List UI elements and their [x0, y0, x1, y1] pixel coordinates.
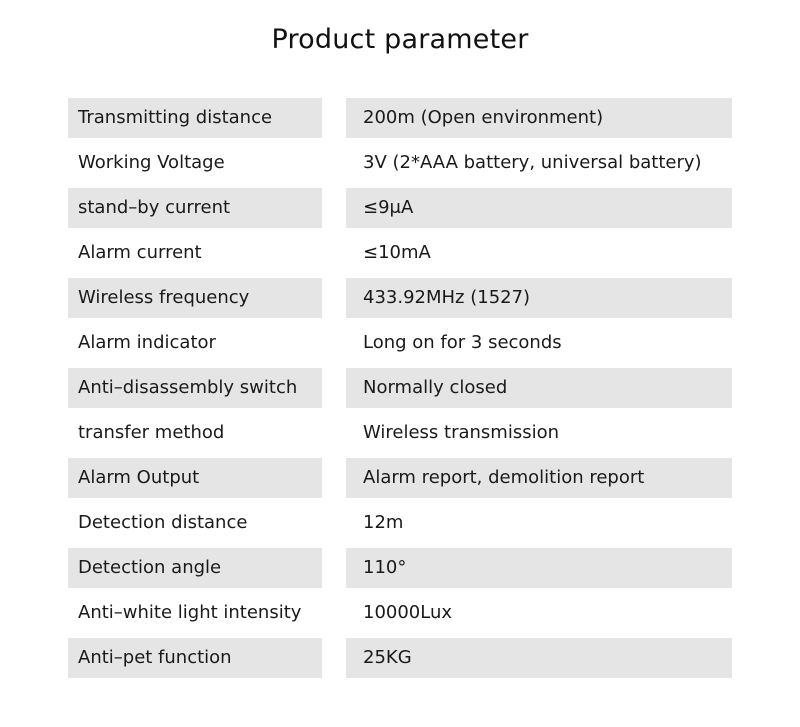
- parameter-label: Anti–white light intensity: [78, 602, 302, 623]
- parameter-value: Long on for 3 seconds: [363, 332, 562, 353]
- table-row: [0, 368, 800, 413]
- parameter-table: [0, 98, 800, 683]
- parameter-value: 433.92MHz (1527): [346, 278, 732, 318]
- parameter-value: Normally closed: [346, 368, 732, 408]
- table-row: [0, 413, 800, 458]
- parameter-label: stand–by current: [68, 188, 322, 228]
- parameter-label: Working Voltage: [78, 152, 225, 173]
- parameter-label: Alarm current: [78, 242, 202, 263]
- parameter-label: Transmitting distance: [68, 98, 322, 138]
- parameter-label: Anti–pet function: [68, 638, 322, 678]
- table-row: [0, 323, 800, 368]
- table-row: [0, 188, 800, 233]
- table-row: [0, 638, 800, 683]
- table-row: [0, 503, 800, 548]
- parameter-value: 3V (2*AAA battery, universal battery): [363, 152, 702, 173]
- parameter-value: ≤10mA: [363, 242, 431, 263]
- parameter-value: 200m (Open environment): [346, 98, 732, 138]
- table-row: [0, 98, 800, 143]
- parameter-value: 110°: [346, 548, 732, 588]
- parameter-value: 12m: [363, 512, 404, 533]
- table-row: [0, 548, 800, 593]
- table-row: [0, 593, 800, 638]
- table-row: [0, 278, 800, 323]
- parameter-value: Alarm report, demolition report: [346, 458, 732, 498]
- parameter-label: Alarm Output: [68, 458, 322, 498]
- table-row: [0, 458, 800, 503]
- table-row: [0, 143, 800, 188]
- parameter-value: ≤9μA: [346, 188, 732, 228]
- parameter-label: transfer method: [78, 422, 225, 443]
- parameter-label: Wireless frequency: [68, 278, 322, 318]
- parameter-label: Alarm indicator: [78, 332, 216, 353]
- parameter-label: Anti–disassembly switch: [68, 368, 322, 408]
- parameter-value: 25KG: [346, 638, 732, 678]
- table-row: [0, 233, 800, 278]
- page-title: Product parameter: [271, 24, 529, 55]
- parameter-value: Wireless transmission: [363, 422, 560, 443]
- parameter-label: Detection distance: [78, 512, 248, 533]
- parameter-label: Detection angle: [68, 548, 322, 588]
- parameter-value: 10000Lux: [363, 602, 453, 623]
